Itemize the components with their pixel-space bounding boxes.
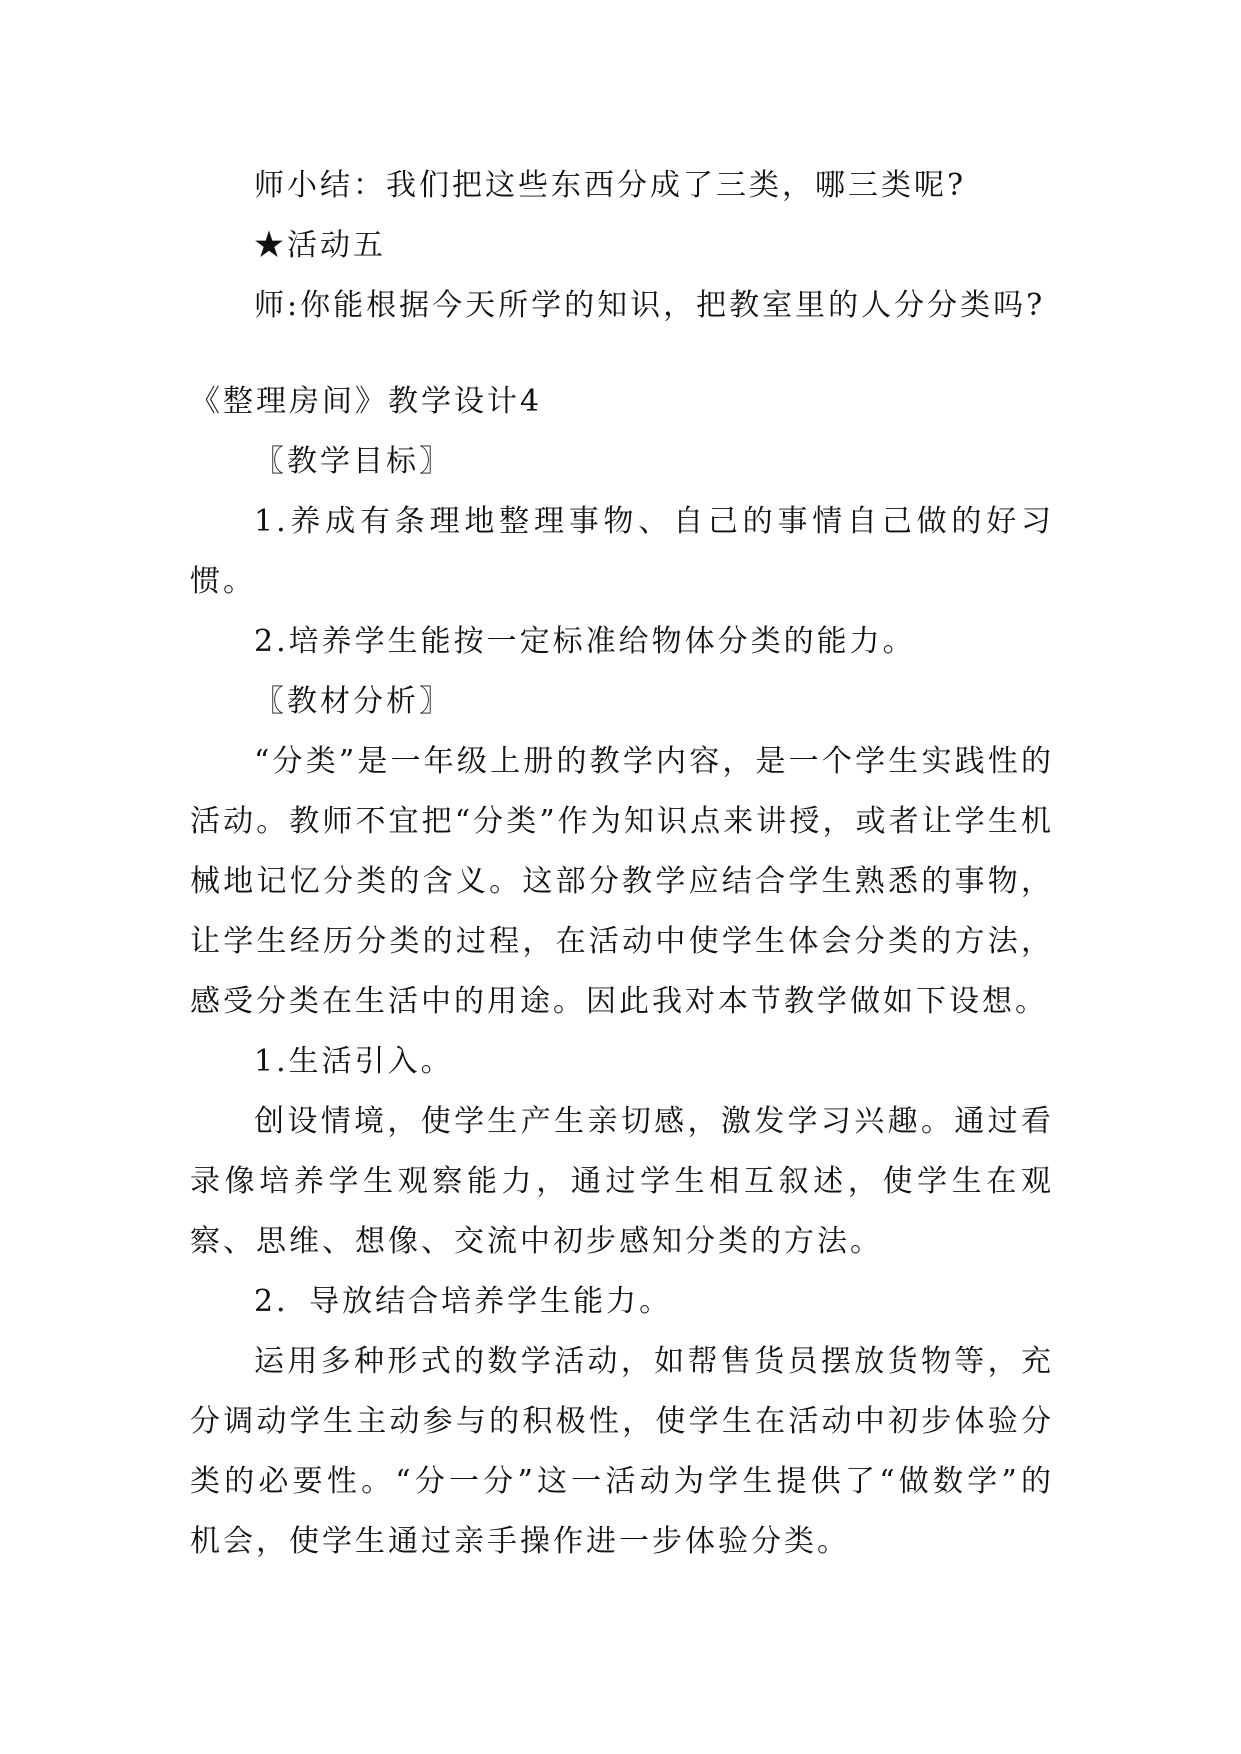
goal-item-1: 1.养成有条理地整理事物、自己的事情自己做的好习惯。 bbox=[190, 504, 1054, 599]
paragraph-situation: 创设情境，使学生产生亲切感，激发学习兴趣。通过看录像培养学生观察能力，通过学生相互叙述，使学生在观察、思维、想像、交流中初步感知分类的方法。 bbox=[190, 1104, 1054, 1259]
paragraph-teacher-summary: 师小结：我们把这些东西分成了三类，哪三类呢? bbox=[254, 168, 967, 203]
heading-teaching-goals: 〖教学目标〗 bbox=[254, 444, 452, 479]
paragraph-analysis: “分类”是一年级上册的教学内容，是一个学生实践性的活动。教师不宜把“分类”作为知识点来讲授，或者让学生机械地记忆分类的含义。这部分教学应结合学生熟悉的事物，让学生经历分类的过程，在活动中使学生体会分类的方法，感受分类在生活中的用途。因此我对本节教学做如下设想。 bbox=[190, 744, 1054, 1019]
item-life-introduction: 1.生活引入。 bbox=[254, 1044, 454, 1079]
document-body bbox=[190, 156, 1054, 1572]
paragraph-teacher-question: 师:你能根据今天所学的知识，把教室里的人分分类吗? bbox=[254, 288, 1046, 323]
heading-material-analysis: 〖教材分析〗 bbox=[254, 684, 452, 719]
paragraph-activity-five: ★活动五 bbox=[254, 228, 386, 263]
paragraph-activities: 运用多种形式的数学活动，如帮售货员摆放货物等，充分调动学生主动参与的积极性，使学生在活动中初步体验分类的必要性。“分一分”这一活动为学生提供了“做数学”的机会，使学生通过亲手操作进一步体验分类。 bbox=[190, 1344, 1054, 1559]
item-guided-ability: 2．导放结合培养学生能力。 bbox=[254, 1284, 673, 1319]
section-title: 《整理房间》教学设计4 bbox=[190, 384, 543, 419]
goal-item-2: 2.培养学生能按一定标准给物体分类的能力。 bbox=[254, 624, 916, 659]
